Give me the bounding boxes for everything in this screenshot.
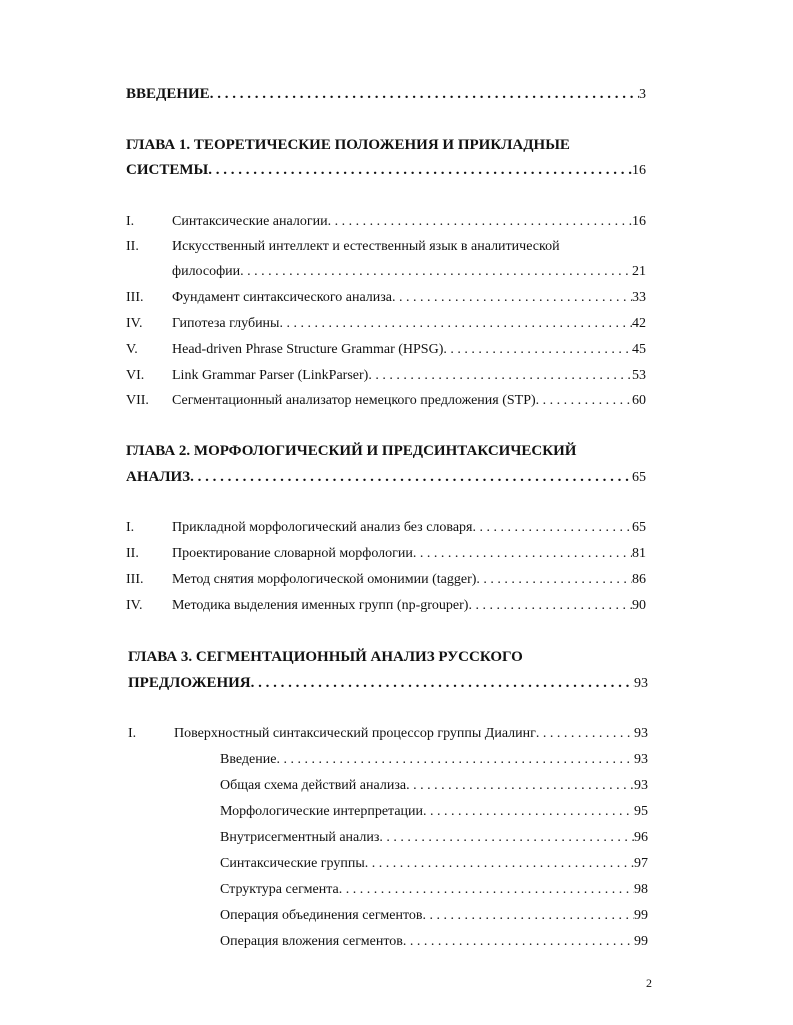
leader-dots — [468, 598, 632, 614]
leader-dots — [365, 856, 634, 872]
leader-dots — [240, 264, 632, 280]
chapter-2-title-line1: ГЛАВА 2. МОРФОЛОГИЧЕСКИЙ И ПРЕДСИНТАКСИЧЕСКИЙ — [126, 443, 577, 459]
toc-entry — [172, 290, 646, 306]
toc-page-number: 53 — [632, 368, 646, 383]
leader-dots — [368, 368, 632, 384]
toc-subentry — [220, 830, 648, 846]
leader-dots — [190, 469, 632, 486]
leader-dots — [276, 752, 634, 768]
toc-entry-title: Гипотеза глубины — [172, 316, 280, 331]
leader-dots — [251, 675, 634, 692]
leader-dots — [406, 778, 634, 794]
leader-dots — [339, 882, 634, 898]
leader-dots — [536, 393, 632, 409]
item-number: I. — [126, 520, 135, 535]
toc-page-number: 21 — [632, 264, 646, 279]
toc-page-number: 16 — [632, 214, 646, 229]
toc-page-number: 96 — [634, 830, 648, 845]
toc-page-number: 90 — [632, 598, 646, 613]
leader-dots — [328, 214, 632, 230]
item-number: VI. — [126, 368, 145, 383]
toc-entry — [172, 342, 646, 358]
item-number: III. — [126, 572, 144, 587]
toc-entry — [172, 316, 646, 332]
item-number: IV. — [126, 316, 143, 331]
chapter-1-title-line1: ГЛАВА 1. ТЕОРЕТИЧЕСКИЕ ПОЛОЖЕНИЯ И ПРИКЛАДНЫЕ — [126, 137, 570, 153]
toc-subentry — [220, 908, 648, 924]
toc-entry-chapter-3 — [128, 675, 648, 692]
toc-entry-chapter-2 — [126, 469, 646, 486]
leader-dots — [472, 520, 632, 536]
toc-entry-title: Сегментационный анализатор немецкого предложения (STP) — [172, 393, 536, 408]
toc-entry — [172, 520, 646, 536]
toc-page-number: 16 — [632, 163, 646, 178]
toc-page-number: 93 — [634, 676, 648, 691]
toc-page-number: 65 — [632, 470, 646, 485]
toc-page-number: 93 — [634, 778, 648, 793]
toc-page-number: 3 — [639, 87, 646, 102]
toc-page-number: 93 — [634, 752, 648, 767]
toc-entry-title: Метод снятия морфологической омонимии (tagger) — [172, 572, 477, 587]
toc-subentry-title: Введение — [220, 752, 277, 767]
toc-subentry — [220, 752, 648, 768]
toc-subentry-title: Операция объединения сегментов — [220, 908, 423, 923]
toc-entry — [172, 598, 646, 614]
toc-subentry-title: Синтаксические группы — [220, 856, 365, 871]
toc-entry — [172, 546, 646, 562]
chapter-1-title-line2: СИСТЕМЫ — [126, 162, 209, 178]
leader-dots — [208, 162, 632, 179]
leader-dots — [476, 572, 632, 588]
toc-entry — [172, 393, 646, 409]
toc-page-number: 99 — [634, 934, 648, 949]
toc-entry — [172, 368, 646, 384]
toc-subentry-title: Структура сегмента — [220, 882, 339, 897]
leader-dots — [210, 86, 639, 103]
toc-entry-title: Head-driven Phrase Structure Grammar (HPSG) — [172, 342, 444, 357]
leader-dots — [279, 316, 632, 332]
toc-page-number: 99 — [634, 908, 648, 923]
toc-entry — [174, 726, 648, 742]
toc-subentry-title: Операция вложения сегментов — [220, 934, 403, 949]
toc-subentry-title: Общая схема действий анализа — [220, 778, 407, 793]
toc-entry — [172, 214, 646, 230]
leader-dots — [423, 908, 634, 924]
toc-page-number: 65 — [632, 520, 646, 535]
leader-dots — [413, 546, 632, 562]
toc-page-number: 98 — [634, 882, 648, 897]
item-number: IV. — [126, 598, 143, 613]
leader-dots — [423, 804, 634, 820]
item-number: I. — [126, 214, 135, 229]
chapter-3-title-line2: ПРЕДЛОЖЕНИЯ — [128, 675, 251, 691]
toc-page-number: 81 — [632, 546, 646, 561]
toc-subentry — [220, 934, 648, 950]
toc-subentry-title: Морфологические интерпретации — [220, 804, 424, 819]
toc-entry-intro — [126, 86, 646, 103]
toc-entry-title: философии — [172, 264, 241, 279]
toc-page-number: 45 — [632, 342, 646, 357]
item-number: VII. — [126, 393, 149, 408]
toc-entry-title-line1: Искусственный интеллект и естественный язык в аналитической — [172, 239, 560, 254]
item-number: I. — [128, 726, 137, 741]
leader-dots — [403, 934, 634, 950]
toc-page-number: 60 — [632, 393, 646, 408]
chapter-2-title-line2: АНАЛИЗ — [126, 469, 191, 485]
leader-dots — [379, 830, 634, 846]
toc-page-number: 93 — [634, 726, 648, 741]
toc-page-number: 42 — [632, 316, 646, 331]
toc-page-number: 33 — [632, 290, 646, 305]
toc-subentry — [220, 882, 648, 898]
toc-entry — [172, 572, 646, 588]
toc-entry-title: Прикладной морфологический анализ без словаря — [172, 520, 473, 535]
chapter-3-title-line1: ГЛАВА 3. СЕГМЕНТАЦИОННЫЙ АНАЛИЗ РУССКОГО — [128, 649, 523, 665]
toc-entry-title: Проектирование словарной морфологии — [172, 546, 413, 561]
toc-entry-title: Link Grammar Parser (LinkParser) — [172, 368, 369, 383]
toc-entry-title: Методика выделения именных групп (np-grouper) — [172, 598, 469, 613]
page-number: 2 — [646, 976, 652, 990]
leader-dots — [392, 290, 632, 306]
toc-subentry-title: Внутрисегментный анализ — [220, 830, 380, 845]
toc-entry — [172, 264, 646, 280]
toc-page-number: 97 — [634, 856, 648, 871]
toc-entry-title: Синтаксические аналогии — [172, 214, 328, 229]
toc-page-number: 86 — [632, 572, 646, 587]
item-number: III. — [126, 290, 144, 305]
leader-dots — [443, 342, 632, 358]
toc-subentry — [220, 856, 648, 872]
toc-entry-title: ВВЕДЕНИЕ — [126, 86, 210, 102]
item-number: II. — [126, 239, 139, 254]
toc-subentry — [220, 804, 648, 820]
toc-page-number: 95 — [634, 804, 648, 819]
leader-dots — [536, 726, 634, 742]
toc-entry-chapter-1 — [126, 162, 646, 179]
toc-entry-title: Поверхностный синтаксический процессор группы Диалинг — [174, 726, 536, 741]
item-number: V. — [126, 342, 138, 357]
item-number: II. — [126, 546, 139, 561]
toc-subentry — [220, 778, 648, 794]
toc-entry-title: Фундамент синтаксического анализа — [172, 290, 393, 305]
